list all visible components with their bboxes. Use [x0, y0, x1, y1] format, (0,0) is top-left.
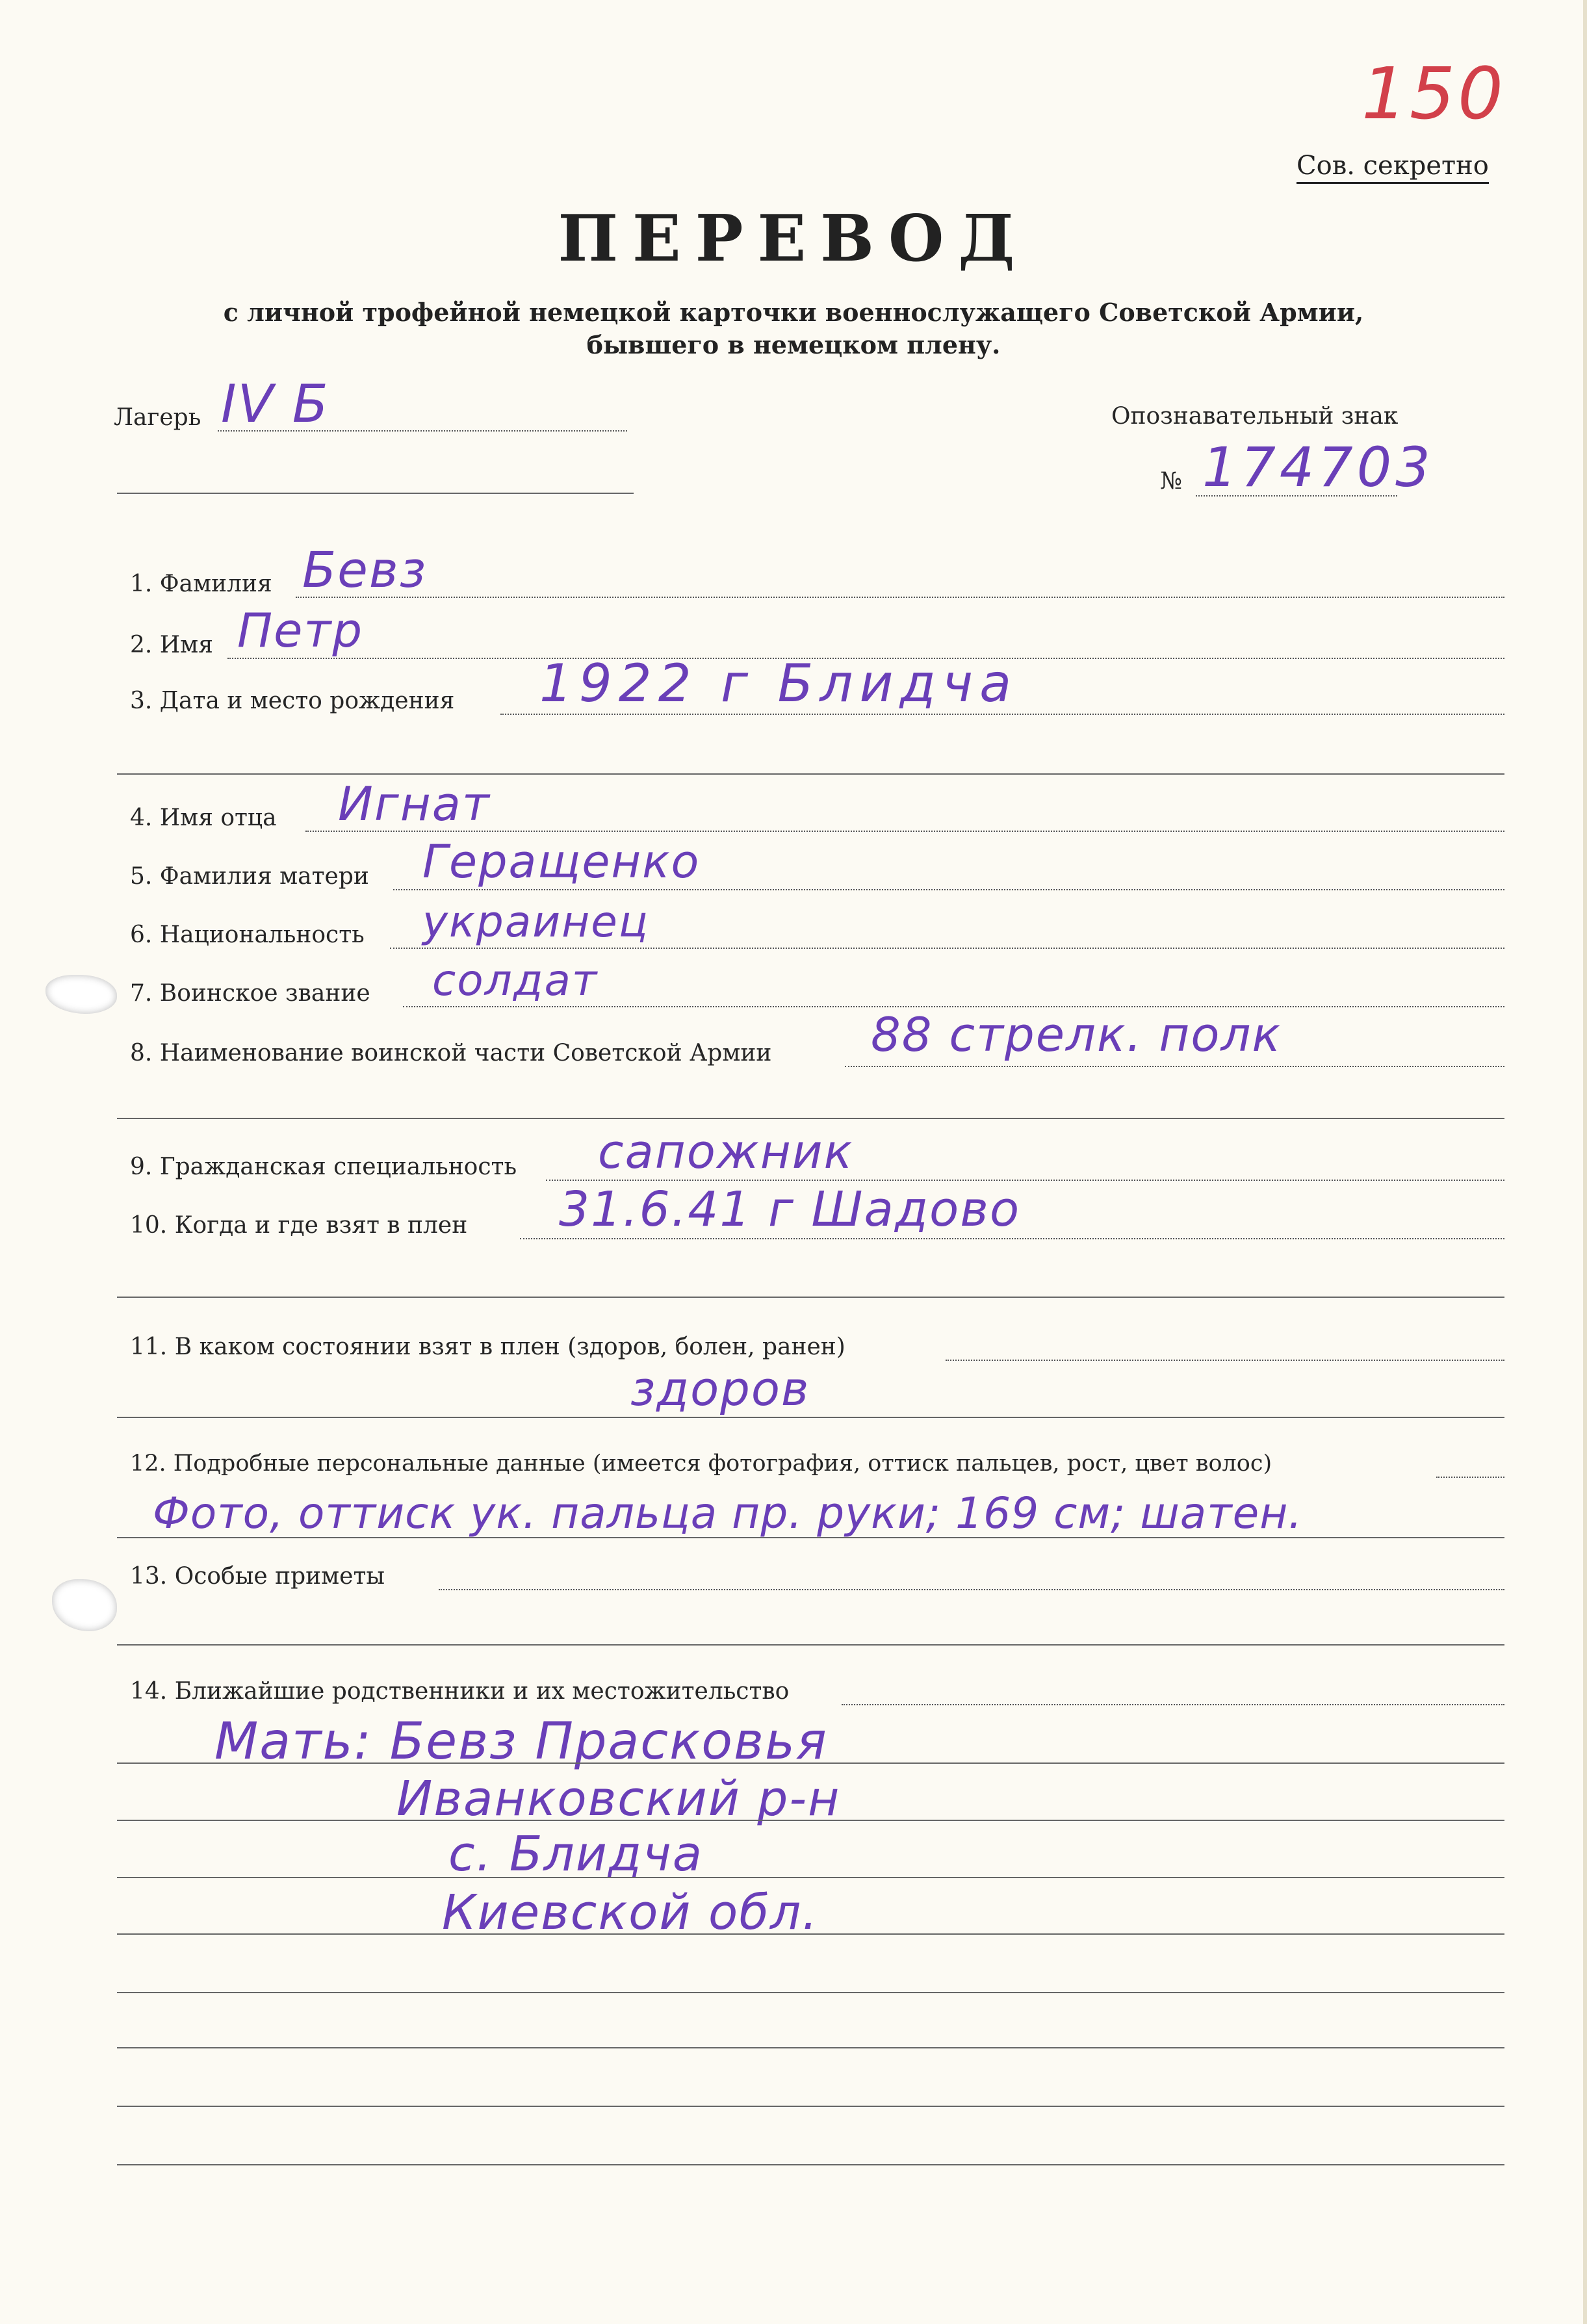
classification-stamp: Сов. секретно — [1297, 151, 1489, 184]
subtitle-line-2: бывшего в немецком плену. — [586, 330, 1001, 359]
field-6-value: украинец — [422, 897, 649, 947]
field-1-line — [296, 597, 1504, 598]
field-10-line — [520, 1238, 1504, 1239]
relatives-rule-5 — [117, 1992, 1504, 1993]
relatives-rule-8 — [117, 2164, 1504, 2165]
field-12-value: Фото, оттиск ук. пальца пр. руки; 169 см; шатен. — [153, 1488, 1303, 1538]
page-number: 150 — [1361, 52, 1506, 135]
subtitle-line-1: с личной трофейной немецкой карточки военнослужащего Советской Армии, — [223, 298, 1364, 327]
camp-value: IV Б — [221, 374, 329, 434]
relatives-rule-7 — [117, 2106, 1504, 2107]
punch-hole-bottom — [52, 1579, 117, 1631]
field-8-label: 8. Наименование воинской части Советской Армии — [130, 1040, 772, 1066]
field-3-value: 1922 г Блидча — [539, 653, 1018, 714]
field-11-value: здоров — [630, 1362, 810, 1416]
field-9-value: сапожник — [598, 1124, 854, 1179]
relatives-rule-6 — [117, 2047, 1504, 2048]
camp-line-2 — [117, 493, 634, 494]
field-10-value: 31.6.41 г Шадово — [559, 1181, 1021, 1237]
field-14-line — [842, 1704, 1504, 1705]
field-9-line — [546, 1180, 1504, 1181]
id-tag-number-sign: № — [1160, 468, 1183, 495]
id-tag-value: 174703 — [1202, 435, 1434, 499]
relative-line-4: Киевской обл. — [442, 1885, 819, 1941]
field-12-line-2 — [117, 1537, 1504, 1538]
field-1-value: Бевз — [302, 541, 428, 599]
document-title: ПЕРЕВОД — [558, 201, 1029, 276]
field-3-label: 3. Дата и место рождения — [130, 688, 455, 714]
field-9-label: 9. Гражданская специальность — [130, 1154, 517, 1180]
field-6-label: 6. Национальность — [130, 922, 365, 948]
field-11-label: 11. В каком состоянии взят в плен (здоров, болен, ранен) — [130, 1334, 845, 1360]
field-4-label: 4. Имя отца — [130, 805, 277, 831]
field-7-value: солдат — [432, 955, 599, 1005]
punch-hole-top — [45, 975, 117, 1014]
relative-line-2: Иванковский р-н — [396, 1771, 841, 1827]
field-3-line-2 — [117, 773, 1504, 775]
field-8-line-2 — [117, 1118, 1504, 1119]
field-7-label: 7. Воинское звание — [130, 980, 370, 1007]
field-10-label: 10. Когда и где взят в плен — [130, 1212, 468, 1239]
relatives-rule-1 — [117, 1762, 1504, 1764]
field-5-line — [393, 889, 1504, 890]
relatives-rule-2 — [117, 1820, 1504, 1821]
field-13-label: 13. Особые приметы — [130, 1563, 385, 1590]
field-14-label: 14. Ближайшие родственники и их местожительство — [130, 1678, 790, 1705]
field-5-value: Геращенко — [422, 835, 701, 888]
field-11-line — [946, 1360, 1504, 1361]
field-13-line-2 — [117, 1644, 1504, 1646]
relative-line-3: с. Блидча — [448, 1826, 704, 1882]
camp-label: Лагерь — [114, 404, 201, 431]
relatives-rule-4 — [117, 1933, 1504, 1935]
field-12-line — [1436, 1477, 1504, 1478]
field-5-label: 5. Фамилия матери — [130, 863, 369, 890]
field-1-label: 1. Фамилия — [130, 571, 272, 597]
field-3-line — [500, 714, 1504, 715]
field-13-line — [439, 1589, 1504, 1590]
field-8-line — [845, 1066, 1504, 1067]
field-11-line-2 — [117, 1417, 1504, 1418]
relatives-rule-3 — [117, 1877, 1504, 1878]
field-10-line-2 — [117, 1297, 1504, 1298]
relative-line-1: Мать: Бевз Прасковья — [214, 1712, 828, 1771]
field-12-label: 12. Подробные персональные данные (имеется фотография, оттиск пальцев, рост, цвет волос) — [130, 1451, 1272, 1477]
field-8-value: 88 стрелк. полк — [871, 1007, 1282, 1062]
field-6-line — [390, 948, 1504, 949]
field-4-value: Игнат — [338, 777, 491, 831]
field-2-value: Петр — [237, 603, 364, 658]
field-2-label: 2. Имя — [130, 632, 213, 658]
id-tag-label: Опознавательный знак — [1111, 403, 1399, 430]
